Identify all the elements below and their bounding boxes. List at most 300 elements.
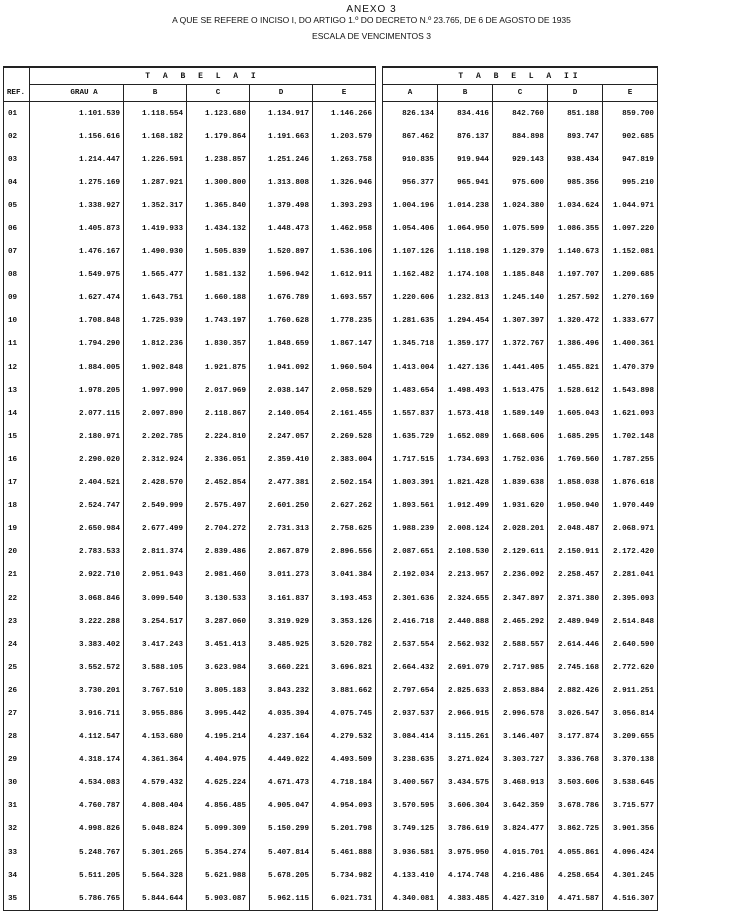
- table-gap: [376, 102, 383, 126]
- ref-cell: 17: [4, 472, 30, 495]
- table-gap: [376, 472, 383, 495]
- tabela-2-cell: 1.209.685: [603, 264, 658, 287]
- tabela-2-cell: 867.462: [383, 125, 438, 148]
- tabela-2-cell: 1.413.004: [383, 356, 438, 379]
- tabela-1-cell: 1.960.504: [313, 356, 376, 379]
- tabela-1-cell: 5.678.205: [250, 864, 313, 887]
- tabela-1-cell: 1.676.789: [250, 287, 313, 310]
- table-row: [4, 495, 658, 518]
- tabela-2-cell: 3.715.577: [603, 795, 658, 818]
- tabela-2-cell: 1.400.361: [603, 333, 658, 356]
- tabela-1-cell: 2.161.455: [313, 402, 376, 425]
- tabela-2-cell: 3.786.619: [438, 818, 493, 841]
- tabela-2-cell: 1.320.472: [548, 310, 603, 333]
- tabela-1-cell: 4.671.473: [250, 772, 313, 795]
- table-gap: [376, 864, 383, 887]
- tabela-2-cell: 826.134: [383, 102, 438, 126]
- tabela-2-cell: 995.210: [603, 171, 658, 194]
- tabela-1-cell: 1.565.477: [124, 264, 187, 287]
- tabela-2-cell: 842.760: [493, 102, 548, 126]
- tabela-1-cell: 1.179.864: [187, 125, 250, 148]
- ref-header-spacer: [4, 67, 30, 85]
- tabela-1-cell: 2.783.533: [30, 541, 124, 564]
- salary-table: [3, 66, 658, 911]
- ref-cell: 07: [4, 241, 30, 264]
- tabela-2-cell: 2.640.590: [603, 633, 658, 656]
- tabela-1-cell: 1.505.839: [187, 241, 250, 264]
- tabela-1-cell: 2.677.499: [124, 518, 187, 541]
- tabela-1-cell: 5.903.087: [187, 887, 250, 911]
- tabela-1-cell: 1.238.857: [187, 148, 250, 171]
- tabela-2-cell: 1.483.654: [383, 379, 438, 402]
- tabela-1-cell: 3.552.572: [30, 656, 124, 679]
- tabela-1-cell: 3.485.925: [250, 633, 313, 656]
- tabela-2-cell: 2.150.911: [548, 541, 603, 564]
- tabela-1-cell: 1.660.188: [187, 287, 250, 310]
- tabela-1-cell: 2.922.710: [30, 564, 124, 587]
- tabela-2-cell: 1.605.043: [548, 402, 603, 425]
- ref-cell: 34: [4, 864, 30, 887]
- tabela-2-cell: 1.197.707: [548, 264, 603, 287]
- tabela-2-cell: 2.614.446: [548, 633, 603, 656]
- ref-cell: 23: [4, 610, 30, 633]
- tabela-2-cell: 3.177.874: [548, 726, 603, 749]
- tabela-1-cell: 3.881.662: [313, 679, 376, 702]
- tabela-2-cell: 1.787.255: [603, 448, 658, 471]
- ref-cell: 15: [4, 425, 30, 448]
- tabela-1-cell: 3.222.288: [30, 610, 124, 633]
- tabela-1-cell: 1.794.290: [30, 333, 124, 356]
- ref-cell: 30: [4, 772, 30, 795]
- table-row: [4, 241, 658, 264]
- tabela-2-cell: 2.489.949: [548, 610, 603, 633]
- tabela-1-cell: 4.998.826: [30, 818, 124, 841]
- tabela-2-cell: 947.819: [603, 148, 658, 171]
- tabela-2-cell: 2.514.848: [603, 610, 658, 633]
- tabela-1-cell: 1.549.975: [30, 264, 124, 287]
- table-row: [4, 656, 658, 679]
- ref-cell: 14: [4, 402, 30, 425]
- tabela-1-cell: 2.549.999: [124, 495, 187, 518]
- tabela-2-cell: 985.356: [548, 171, 603, 194]
- ref-cell: 27: [4, 702, 30, 725]
- tabela-1-cell: 4.035.394: [250, 702, 313, 725]
- tabela-2-cell: 1.118.198: [438, 241, 493, 264]
- tabela-2-column-header: B: [438, 85, 493, 102]
- tabela-2-cell: 1.734.693: [438, 448, 493, 471]
- tabela-1-cell: 1.203.579: [313, 125, 376, 148]
- tabela-2-cell: 2.797.654: [383, 679, 438, 702]
- table-gap: [376, 85, 383, 102]
- tabela-1-cell: 2.627.262: [313, 495, 376, 518]
- table-gap: [376, 702, 383, 725]
- tabela-2-cell: 1.064.950: [438, 217, 493, 240]
- tabela-1-cell: 1.778.235: [313, 310, 376, 333]
- tabela-2-column-header: D: [548, 85, 603, 102]
- tabela-1-cell: 3.383.402: [30, 633, 124, 656]
- tabela-2-cell: 2.416.718: [383, 610, 438, 633]
- tabela-1-cell: 1.490.930: [124, 241, 187, 264]
- tabela-2-cell: 1.232.813: [438, 287, 493, 310]
- tabela-1-cell: 3.287.060: [187, 610, 250, 633]
- tabela-1-cell: 1.941.092: [250, 356, 313, 379]
- tabela-1-cell: 1.848.659: [250, 333, 313, 356]
- tabela-2-cell: 956.377: [383, 171, 438, 194]
- tabela-1-cell: 2.524.747: [30, 495, 124, 518]
- tabela-1-cell: 4.905.047: [250, 795, 313, 818]
- tabela-1-cell: 1.191.663: [250, 125, 313, 148]
- tabela-1-cell: 3.696.821: [313, 656, 376, 679]
- tabela-1-cell: 5.461.888: [313, 841, 376, 864]
- tabela-2-cell: 2.772.620: [603, 656, 658, 679]
- table-gap: [376, 564, 383, 587]
- tabela-1-cell: 2.951.943: [124, 564, 187, 587]
- ref-cell: 09: [4, 287, 30, 310]
- table-row: [4, 587, 658, 610]
- tabela-1-cell: 3.916.711: [30, 702, 124, 725]
- tabela-2-cell: 1.129.379: [493, 241, 548, 264]
- tabela-2-cell: 1.858.038: [548, 472, 603, 495]
- ref-cell: 35: [4, 887, 30, 911]
- tabela-2-cell: 1.876.618: [603, 472, 658, 495]
- tabela-1-cell: 2.058.529: [313, 379, 376, 402]
- ref-cell: 16: [4, 448, 30, 471]
- tabela-1-cell: 1.434.132: [187, 217, 250, 240]
- tabela-1-cell: 1.902.848: [124, 356, 187, 379]
- tabela-1-cell: 1.997.990: [124, 379, 187, 402]
- tabela-1-cell: 1.168.182: [124, 125, 187, 148]
- tabela-2-cell: 859.700: [603, 102, 658, 126]
- tabela-1-cell: 2.336.051: [187, 448, 250, 471]
- tabela-2-cell: 2.664.432: [383, 656, 438, 679]
- tabela-2-cell: 1.097.220: [603, 217, 658, 240]
- table-row: [4, 379, 658, 402]
- tabela-2-cell: 3.336.768: [548, 749, 603, 772]
- tabela-1-cell: 1.536.106: [313, 241, 376, 264]
- tabela-1-cell: 4.579.432: [124, 772, 187, 795]
- tabela-1-cell: 5.048.824: [124, 818, 187, 841]
- tabela-2-cell: 876.137: [438, 125, 493, 148]
- tabela-1-cell: 4.112.547: [30, 726, 124, 749]
- tabela-1-cell: 1.338.927: [30, 194, 124, 217]
- tabela-2-cell: 1.893.561: [383, 495, 438, 518]
- tabela-2-cell: 3.115.261: [438, 726, 493, 749]
- tabela-2-cell: 1.245.140: [493, 287, 548, 310]
- tabela-2-cell: 1.174.108: [438, 264, 493, 287]
- ref-cell: 29: [4, 749, 30, 772]
- tabela-1-cell: 2.404.521: [30, 472, 124, 495]
- tabela-2-cell: 1.441.405: [493, 356, 548, 379]
- tabela-2-cell: 1.054.406: [383, 217, 438, 240]
- table-row: [4, 679, 658, 702]
- tabela-1-cell: 2.359.410: [250, 448, 313, 471]
- table-gap: [376, 264, 383, 287]
- salary-scale-title: ESCALA DE VENCIMENTOS 3: [312, 31, 431, 41]
- tabela-2-cell: 884.898: [493, 125, 548, 148]
- tabela-2-cell: 3.209.655: [603, 726, 658, 749]
- table-row: [4, 564, 658, 587]
- tabela-2-cell: 1.455.821: [548, 356, 603, 379]
- tabela-2-cell: 3.570.595: [383, 795, 438, 818]
- table-row: [4, 194, 658, 217]
- tabela-1-cell: 2.867.879: [250, 541, 313, 564]
- tabela-1-cell: 1.627.474: [30, 287, 124, 310]
- table-gap: [376, 379, 383, 402]
- tabela-1-cell: 3.767.510: [124, 679, 187, 702]
- tabela-1-cell: 3.011.273: [250, 564, 313, 587]
- tabela-2-cell: 3.749.125: [383, 818, 438, 841]
- tabela-1-cell: 5.786.765: [30, 887, 124, 911]
- tabela-2-cell: 1.140.673: [548, 241, 603, 264]
- tabela-1-cell: 2.290.020: [30, 448, 124, 471]
- tabela-2-cell: 1.345.718: [383, 333, 438, 356]
- tabela-1-cell: 2.118.867: [187, 402, 250, 425]
- tabela-1-cell: 1.405.873: [30, 217, 124, 240]
- table-row: [4, 818, 658, 841]
- tabela-1-cell: 5.099.309: [187, 818, 250, 841]
- tabela-1-cell: 5.962.115: [250, 887, 313, 911]
- tabela-1-cell: 3.130.533: [187, 587, 250, 610]
- tabela-2-cell: 2.996.578: [493, 702, 548, 725]
- annex-title: ANEXO 3: [346, 4, 397, 15]
- tabela-2-cell: 1.307.397: [493, 310, 548, 333]
- table-gap: [376, 679, 383, 702]
- tabela-2-cell: 3.538.645: [603, 772, 658, 795]
- tabela-1-cell: 2.981.460: [187, 564, 250, 587]
- tabela-2-cell: 910.835: [383, 148, 438, 171]
- tabela-1-cell: 1.643.751: [124, 287, 187, 310]
- table-row: [4, 425, 658, 448]
- tabela-1-cell: 3.843.232: [250, 679, 313, 702]
- tabela-1-cell: 1.156.616: [30, 125, 124, 148]
- tabela-2-cell: 3.238.635: [383, 749, 438, 772]
- ref-cell: 20: [4, 541, 30, 564]
- tabela-1-cell: 6.021.731: [313, 887, 376, 911]
- ref-cell: 04: [4, 171, 30, 194]
- tabela-1-cell: 3.660.221: [250, 656, 313, 679]
- tabela-1-cell: 2.202.785: [124, 425, 187, 448]
- tabela-1-cell: 1.263.758: [313, 148, 376, 171]
- tabela-2-cell: 1.635.729: [383, 425, 438, 448]
- tabela-2-cell: 4.258.654: [548, 864, 603, 887]
- tabela-1-cell: 2.839.486: [187, 541, 250, 564]
- tabela-1-cell: 1.812.236: [124, 333, 187, 356]
- tabela-1-cell: 5.301.265: [124, 841, 187, 864]
- ref-cell: 03: [4, 148, 30, 171]
- tabela-1-cell: 2.077.115: [30, 402, 124, 425]
- tabela-2-cell: 2.301.636: [383, 587, 438, 610]
- tabela-2-cell: 1.839.638: [493, 472, 548, 495]
- tabela-2-cell: 2.048.487: [548, 518, 603, 541]
- tabela-1-cell: 2.247.057: [250, 425, 313, 448]
- tabela-1-cell: 5.201.798: [313, 818, 376, 841]
- tabela-1-cell: 4.318.174: [30, 749, 124, 772]
- ref-cell: 25: [4, 656, 30, 679]
- table-row: [4, 171, 658, 194]
- table-gap: [376, 67, 383, 85]
- tabela-2-cell: 2.588.557: [493, 633, 548, 656]
- tabela-2-cell: 965.941: [438, 171, 493, 194]
- tabela-2-cell: 2.172.420: [603, 541, 658, 564]
- ref-cell: 21: [4, 564, 30, 587]
- table-row: [4, 310, 658, 333]
- tabela-1-cell: 1.287.921: [124, 171, 187, 194]
- tabela-2-cell: 2.347.897: [493, 587, 548, 610]
- ref-cell: 11: [4, 333, 30, 356]
- tabela-1-cell: 1.448.473: [250, 217, 313, 240]
- tabela-2-cell: 1.931.620: [493, 495, 548, 518]
- tabela-2-cell: 1.498.493: [438, 379, 493, 402]
- ref-cell: 13: [4, 379, 30, 402]
- ref-cell: 26: [4, 679, 30, 702]
- ref-cell: 28: [4, 726, 30, 749]
- table-gap: [376, 356, 383, 379]
- tabela-2-cell: 1.513.475: [493, 379, 548, 402]
- tabela-1-cell: 1.596.942: [250, 264, 313, 287]
- tabela-2-cell: 893.747: [548, 125, 603, 148]
- tabela-2-cell: 1.702.148: [603, 425, 658, 448]
- tabela-2-cell: 1.621.093: [603, 402, 658, 425]
- tabela-1-cell: 3.805.183: [187, 679, 250, 702]
- tabela-2-cell: 4.096.424: [603, 841, 658, 864]
- tabela-2-cell: 1.152.081: [603, 241, 658, 264]
- table-row: [4, 702, 658, 725]
- tabela-1-cell: 5.407.814: [250, 841, 313, 864]
- tabela-2-cell: 2.745.168: [548, 656, 603, 679]
- annex-subtitle: A QUE SE REFERE O INCISO I, DO ARTIGO 1.º DO DECRETO N.º 23.765, DE 6 DE AGOSTO DE 1935: [172, 15, 571, 25]
- ref-cell: 31: [4, 795, 30, 818]
- tabela-2-cell: 1.803.391: [383, 472, 438, 495]
- tabela-1-cell: 4.954.093: [313, 795, 376, 818]
- table-gap: [376, 217, 383, 240]
- ref-cell: 06: [4, 217, 30, 240]
- tabela-1-cell: 3.161.837: [250, 587, 313, 610]
- tabela-2-cell: 2.395.093: [603, 587, 658, 610]
- tabela-1-cell: 1.419.933: [124, 217, 187, 240]
- tabela-2-cell: 1.589.149: [493, 402, 548, 425]
- tabela-1-cell: 1.379.498: [250, 194, 313, 217]
- tabela-2-cell: 4.340.081: [383, 887, 438, 911]
- salary-table-body: [4, 102, 658, 911]
- tabela-1-cell: 3.254.517: [124, 610, 187, 633]
- tabela-1-cell: 4.404.975: [187, 749, 250, 772]
- tabela-1-cell: 1.352.317: [124, 194, 187, 217]
- tabela-2-cell: 975.600: [493, 171, 548, 194]
- tabela-1-cell: 1.884.005: [30, 356, 124, 379]
- tabela-2-cell: 2.281.041: [603, 564, 658, 587]
- tabela-1-cell: 2.312.924: [124, 448, 187, 471]
- table-gap: [376, 171, 383, 194]
- tabela-1-cell: 3.730.201: [30, 679, 124, 702]
- tabela-2-cell: 2.192.034: [383, 564, 438, 587]
- ref-cell: 05: [4, 194, 30, 217]
- ref-column-header: REF.: [4, 85, 30, 102]
- ref-cell: 22: [4, 587, 30, 610]
- tabela-2-column-header: A: [383, 85, 438, 102]
- tabela-1-cell: 1.581.132: [187, 264, 250, 287]
- tabela-2-cell: 3.503.606: [548, 772, 603, 795]
- tabela-2-cell: 2.966.915: [438, 702, 493, 725]
- table-row: [4, 148, 658, 171]
- table-row: [4, 333, 658, 356]
- tabela-2-cell: 2.717.985: [493, 656, 548, 679]
- table-row: [4, 472, 658, 495]
- tabela-2-cell: 3.824.477: [493, 818, 548, 841]
- tabela-2-cell: 2.691.079: [438, 656, 493, 679]
- tabela-1-cell: 3.193.453: [313, 587, 376, 610]
- tabela-2-cell: 2.537.554: [383, 633, 438, 656]
- tabela-1-cell: 2.180.971: [30, 425, 124, 448]
- tabela-2-column-header: E: [603, 85, 658, 102]
- tabela-2-cell: 4.383.485: [438, 887, 493, 911]
- tabela-2-cell: 1.821.428: [438, 472, 493, 495]
- tabela-2-cell: 1.988.239: [383, 518, 438, 541]
- tabela-2-cell: 1.185.848: [493, 264, 548, 287]
- table-gap: [376, 749, 383, 772]
- tabela-2-cell: 4.427.310: [493, 887, 548, 911]
- tabela-2-cell: 2.324.655: [438, 587, 493, 610]
- tabela-1-cell: 2.224.810: [187, 425, 250, 448]
- ref-cell: 02: [4, 125, 30, 148]
- tabela-1-cell: 4.279.532: [313, 726, 376, 749]
- tabela-1-cell: 1.275.169: [30, 171, 124, 194]
- tabela-1-cell: 1.693.557: [313, 287, 376, 310]
- tabela-1-cell: 2.428.570: [124, 472, 187, 495]
- tabela-2-cell: 4.216.486: [493, 864, 548, 887]
- tabela-2-cell: 4.516.307: [603, 887, 658, 911]
- tabela-2-cell: 3.936.581: [383, 841, 438, 864]
- tabela-1-cell: 1.118.554: [124, 102, 187, 126]
- tabela-1-cell: 1.393.293: [313, 194, 376, 217]
- table-row: [4, 287, 658, 310]
- tabela-2-cell: 2.911.251: [603, 679, 658, 702]
- table-row: [4, 448, 658, 471]
- tabela-2-cell: 2.087.651: [383, 541, 438, 564]
- table-gap: [376, 194, 383, 217]
- table-row: [4, 125, 658, 148]
- tabela-1-cell: 1.743.197: [187, 310, 250, 333]
- tabela-1-cell: 1.921.875: [187, 356, 250, 379]
- tabela-2-cell: 3.370.138: [603, 749, 658, 772]
- tabela-1-cell: 5.844.644: [124, 887, 187, 911]
- tabela-1-cell: 5.354.274: [187, 841, 250, 864]
- tabela-1-cell: 5.734.982: [313, 864, 376, 887]
- tabela-2-cell: 1.034.624: [548, 194, 603, 217]
- ref-cell: 10: [4, 310, 30, 333]
- tabela-1-column-header: C: [187, 85, 250, 102]
- table-gap: [376, 148, 383, 171]
- tabela-2-cell: 1.220.606: [383, 287, 438, 310]
- tabela-2-cell: 1.024.380: [493, 194, 548, 217]
- tabela-1-cell: 3.417.243: [124, 633, 187, 656]
- tabela-2-cell: 2.853.884: [493, 679, 548, 702]
- tabela-1-column-header: GRAU A: [30, 85, 124, 102]
- tabela-1-cell: 5.621.988: [187, 864, 250, 887]
- ref-cell: 32: [4, 818, 30, 841]
- tabela-1-cell: 1.101.539: [30, 102, 124, 126]
- table-gap: [376, 310, 383, 333]
- tabela-1-cell: 4.856.485: [187, 795, 250, 818]
- tabela-2-cell: 1.014.238: [438, 194, 493, 217]
- tabela-2-cell: 2.129.611: [493, 541, 548, 564]
- table-gap: [376, 726, 383, 749]
- tabela-2-cell: 1.912.499: [438, 495, 493, 518]
- table-row: [4, 610, 658, 633]
- tabela-1-cell: 5.564.328: [124, 864, 187, 887]
- tabela-1-cell: 1.476.167: [30, 241, 124, 264]
- table-gap: [376, 887, 383, 911]
- tabela-1-column-header: E: [313, 85, 376, 102]
